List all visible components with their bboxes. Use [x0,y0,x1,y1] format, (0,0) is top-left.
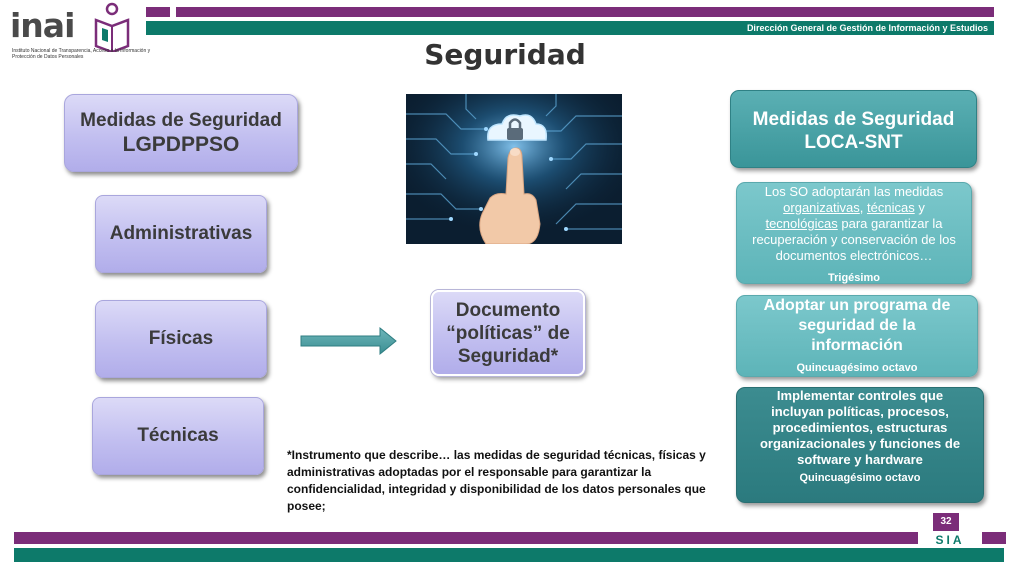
administrative-measures-box [95,195,267,273]
footnote-definition: *Instrumento que describe… las medidas de seguridad técnicas, físicas y administrativas adoptadas por el responsable para garantizar la confidencialidad, integridad y disponibilidad de los datos personales que posee; [287,448,706,513]
document-line-3: Seguridad* [457,345,559,367]
trigesimo-box [736,182,972,284]
trigesimo-tecnicas: técnicas [867,200,915,215]
loca-snt-measures-box [730,90,977,168]
administrative-label: Administrativas [109,223,253,244]
document-line-1: Documento [455,299,561,321]
right-arrow-icon [300,326,398,356]
trigesimo-text-a: Los SO adoptarán las medidas [764,184,944,199]
technical-label: Técnicas [137,425,219,446]
security-program-source: Quincuagésimo octavo [796,362,918,374]
controls-source: Quincuagésimo octavo [799,472,921,484]
page-number: 32 [933,513,959,531]
security-program-text: Adoptar un programa de seguridad de la información [763,297,951,354]
document-line-2: “políticas” de [446,322,570,344]
lgpdppso-measures-box [64,94,298,172]
footer-purple-bar [14,532,918,544]
trigesimo-y: y [914,200,925,215]
logo-wordmark: inai [10,6,75,45]
department-label: Dirección General de Gestión de Información y Estudios [746,23,988,33]
trigesimo-organizativas: organizativas [783,200,860,215]
trigesimo-text-g: para garantizar la recuperación y conservación de los documentos electrónicos… [752,216,956,263]
security-program-box [736,295,978,377]
loca-snt-title: Medidas de Seguridad [752,109,955,130]
footer-teal-bar [14,548,1004,562]
security-policies-document-box [431,290,585,376]
physical-label: Físicas [148,328,214,349]
header-purple-bar [176,7,994,17]
header-accent-bar [146,7,170,17]
cloud-security-image [406,94,622,244]
trigesimo-sep: , [859,200,867,215]
controls-text: Implementar controles que incluyan políticas, procesos, procedimientos, estructuras organizacionales y funciones de software y hardware [759,388,961,467]
lgpdppso-title: Medidas de Seguridad [80,110,282,131]
trigesimo-tecnologicas: tecnológicas [765,216,838,231]
physical-measures-box [95,300,267,378]
controls-box [736,387,984,503]
lgpdppso-acronym: LGPDPPSO [122,133,240,156]
loca-snt-acronym: LOCA-SNT [804,132,903,153]
logo-tagline: Instituto Nacional de Transparencia, Acceso a la Información y Protección de Datos Personales [12,48,151,60]
slide-title: Seguridad [424,38,586,71]
footer-purple-accent [982,532,1006,544]
trigesimo-source: Trigésimo [828,272,880,284]
sia-label: SIA [935,533,965,547]
technical-measures-box [92,397,264,475]
